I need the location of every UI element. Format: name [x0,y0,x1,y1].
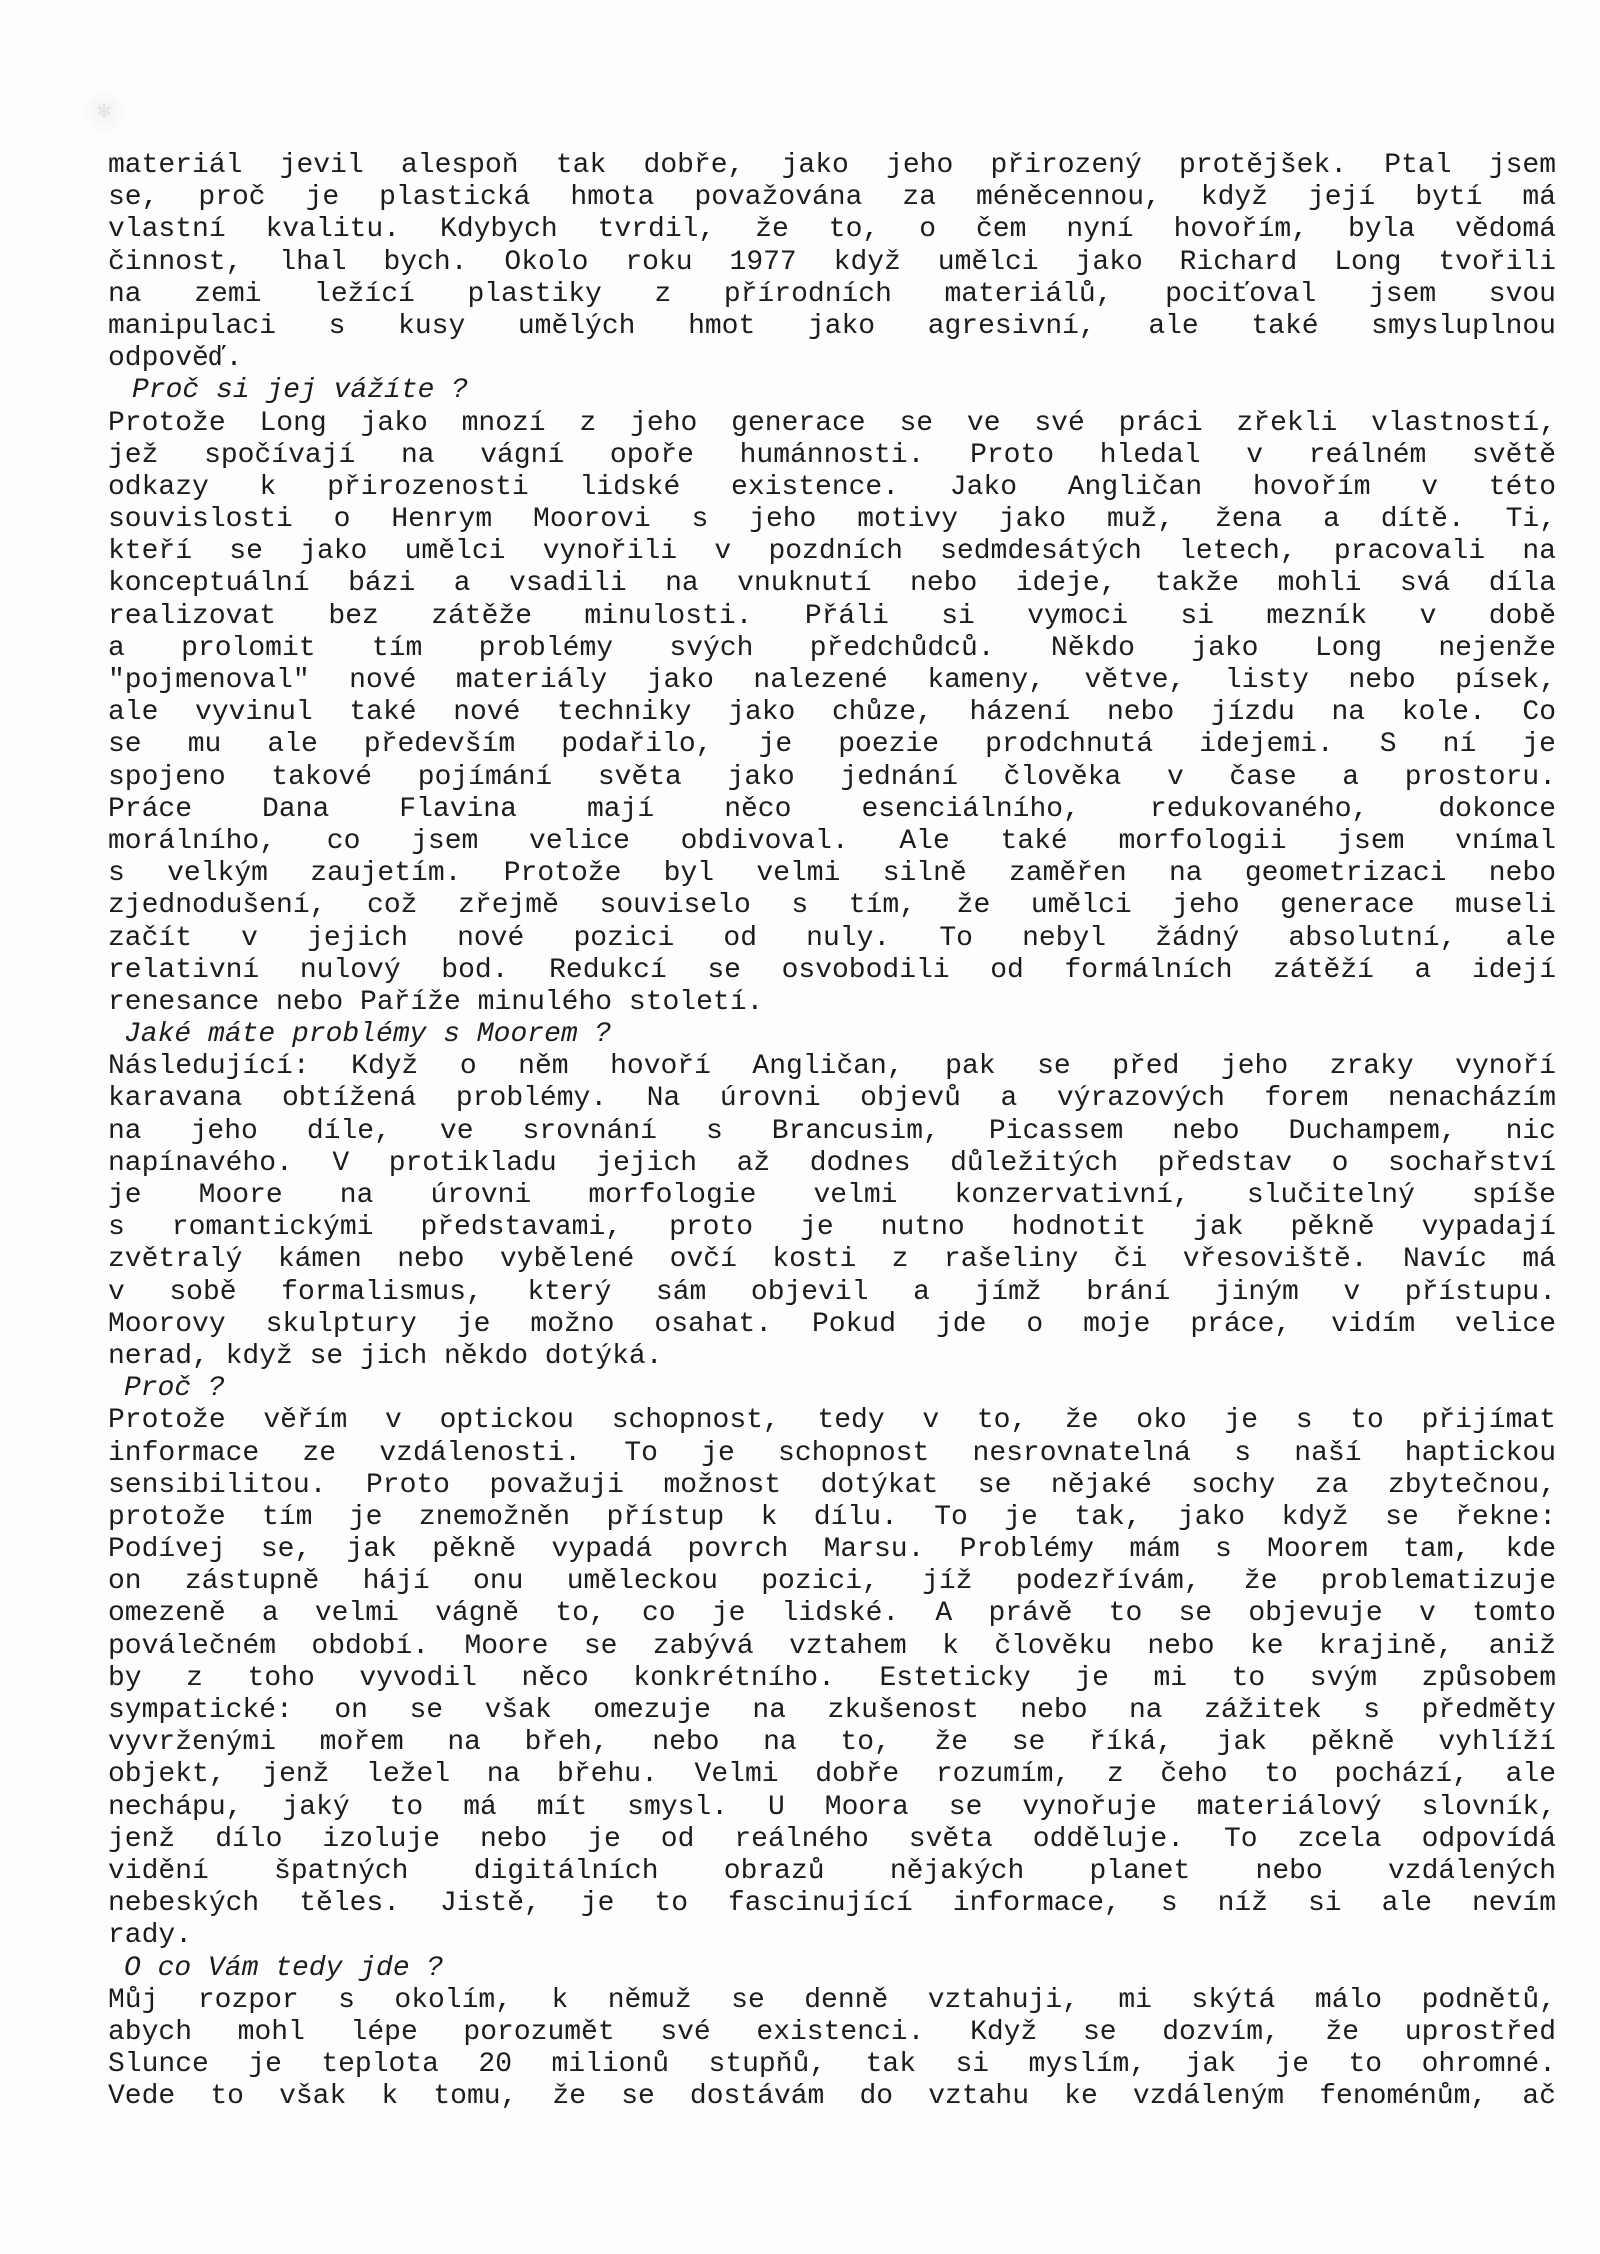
text-line: sympatické: on se však omezuje na zkušenost nebo na zážitek s předměty [108,1695,1556,1726]
interview-question: Proč si jej vážíte ? [132,375,469,407]
text-line: Slunce je teplota 20 milionů stupňů, tak si myslím, jak je to ohromné. [108,2049,1556,2081]
text-line: materiál jevil alespoň tak dobře, jako jeho přirozený protějšek. Ptal jsem [108,150,1556,181]
text-line: jež spočívají na vágní opoře humánnosti. Proto hledal v reálném světě [108,439,1556,471]
interview-question: Jaké máte problémy s Moorem ? [124,1019,612,1051]
text-line: by z toho vyvodil něco konkrétního. Esteticky je mi to svým způsobem [108,1662,1556,1694]
text-line: "pojmenoval" nové materiály jako nalezené kameny, větve, listy nebo písek, [108,665,1556,696]
text-line: je Moore na úrovni morfologie velmi konzervativní, slučitelný spíše [108,1180,1556,1211]
text-line: na jeho díle, ve srovnání s Brancusim, Picassem nebo Duchampem, nic [108,1115,1556,1147]
text-line: zvětralý kámen nebo vybělené ovčí kosti z rašeliny či vřesoviště. Navíc má [108,1244,1556,1276]
corner-stamp-mark: ✻ [84,92,124,132]
text-line: Protože Long jako mnozí z jeho generace se ve své práci zřekli vlastností, [108,407,1556,439]
text-line: vidění špatných digitálních obrazů nějakých planet nebo vzdálených [108,1855,1556,1887]
text-line: Následující: Když o něm hovoří Angličan, pak se před jeho zraky vynoří [108,1051,1556,1083]
text-line: karavana obtížená problémy. Na úrovni objevů a výrazových forem nenacházím [108,1083,1556,1115]
interview-question: Proč ? [124,1373,225,1405]
text-line: Můj rozpor s okolím, k němuž se denně vztahuji, mi skýtá málo podnětů, [108,1984,1556,2016]
text-line: na zemi ležící plastiky z přírodních materiálů, pociťoval jsem svou [108,278,1556,310]
text-line: konceptuální bázi a vsadili na vnuknutí nebo ideje, takže mohli svá díla [108,568,1556,600]
text-line: s velkým zaujetím. Protože byl velmi silně zaměřen na geometrizaci nebo [108,858,1556,890]
text-line: relativní nulový bod. Redukcí se osvobodili od formálních zátěží a idejí [108,954,1556,986]
text-line: se mu ale především podařilo, je poezie prodchnutá idejemi. S ní je [108,729,1556,761]
text-line: renesance nebo Paříže minulého století. [108,986,764,1018]
text-line: realizovat bez zátěže minulosti. Přáli si vymoci si mezník v době [108,600,1556,632]
text-line: nechápu, jaký to má mít smysl. U Moora se vynořuje materiálový slovník, [108,1791,1556,1823]
text-line: Práce Dana Flavina mají něco esenciálního, redukovaného, dokonce [108,793,1556,825]
text-line: abych mohl lépe porozumět své existenci. Když se dozvím, že uprostřed [108,2016,1556,2048]
text-line: odpověď. [108,343,243,375]
text-line: sensibilitou. Proto považuji možnost dotýkat se nějaké sochy za zbytečnou, [108,1469,1556,1501]
text-line: spojeno takové pojímání světa jako jednání člověka v čase a prostoru. [108,761,1556,793]
text-line: s romantickými představami, proto je nutno hodnotit jak pěkně vypadají [108,1212,1556,1244]
text-line: vlastní kvalitu. Kdybych tvrdil, že to, o čem nyní hovořím, byla vědomá [108,214,1556,246]
text-line: omezeně a velmi vágně to, co je lidské. A právě to se objevuje v tomto [108,1598,1556,1630]
interview-question: O co Vám tedy jde ? [124,1952,444,1984]
text-line: se, proč je plastická hmota považována za méněcennou, když její bytí má [108,182,1556,214]
text-line: vyvrženými mořem na břeh, nebo na to, že se říká, jak pěkně vyhlíží [108,1727,1556,1759]
text-line: Moorovy skulptury je možno osahat. Pokud jde o moje práce, vidím velice [108,1308,1556,1340]
text-line: manipulaci s kusy umělých hmot jako agresivní, ale také smysluplnou [108,310,1556,342]
text-line: nerad, když se jich někdo dotýká. [108,1340,663,1372]
text-line: protože tím je znemožněn přístup k dílu. To je tak, jako když se řekne: [108,1501,1556,1533]
document-text [108,150,1556,2113]
text-line: morálního, co jsem velice obdivoval. Ale také morfologii jsem vnímal [108,825,1556,857]
text-line: nebeských těles. Jistě, je to fascinující informace, s níž si ale nevím [108,1888,1556,1920]
text-line: on zástupně hájí onu uměleckou pozici, jíž podezřívám, že problematizuje [108,1566,1556,1598]
text-line: kteří se jako umělci vynořili v pozdních sedmdesátých letech, pracovali na [108,536,1556,568]
text-line: jenž dílo izoluje nebo je od reálného světa odděluje. To zcela odpovídá [108,1823,1556,1855]
text-line: v sobě formalismus, který sám objevil a jímž brání jiným v přístupu. [108,1276,1556,1308]
text-line: napínavého. V protikladu jejich až dodnes důležitých představ o sochařství [108,1147,1556,1179]
text-line: a prolomit tím problémy svých předchůdců. Někdo jako Long nejenže [108,632,1556,664]
text-line: poválečném období. Moore se zabývá vztahem k člověku nebo ke krajině, aniž [108,1630,1556,1662]
text-line: rady. [108,1920,193,1952]
text-line: Protože věřím v optickou schopnost, tedy v to, že oko je s to přijímat [108,1405,1556,1437]
text-line: souvislosti o Henrym Moorovi s jeho motivy jako muž, žena a dítě. Ti, [108,504,1556,536]
text-line: začít v jejich nové pozici od nuly. To nebyl žádný absolutní, ale [108,922,1556,954]
text-line: činnost, lhal bych. Okolo roku 1977 když umělci jako Richard Long tvořili [108,246,1556,278]
text-line: ale vyvinul také nové techniky jako chůze, házení nebo jízdu na kole. Co [108,697,1556,729]
text-line: Podívej se, jak pěkně vypadá povrch Marsu. Problémy mám s Moorem tam, kde [108,1534,1556,1566]
text-line: objekt, jenž ležel na břehu. Velmi dobře rozumím, z čeho to pochází, ale [108,1759,1556,1791]
text-line: informace ze vzdálenosti. To je schopnost nesrovnatelná s naší haptickou [108,1437,1556,1469]
text-line: odkazy k přirozenosti lidské existence. Jako Angličan hovořím v této [108,471,1556,503]
text-line: zjednodušení, což zřejmě souviselo s tím, že umělci jeho generace museli [108,890,1556,922]
text-line: Vede to však k tomu, že se dostávám do vztahu ke vzdáleným fenoménům, ač [108,2081,1556,2113]
